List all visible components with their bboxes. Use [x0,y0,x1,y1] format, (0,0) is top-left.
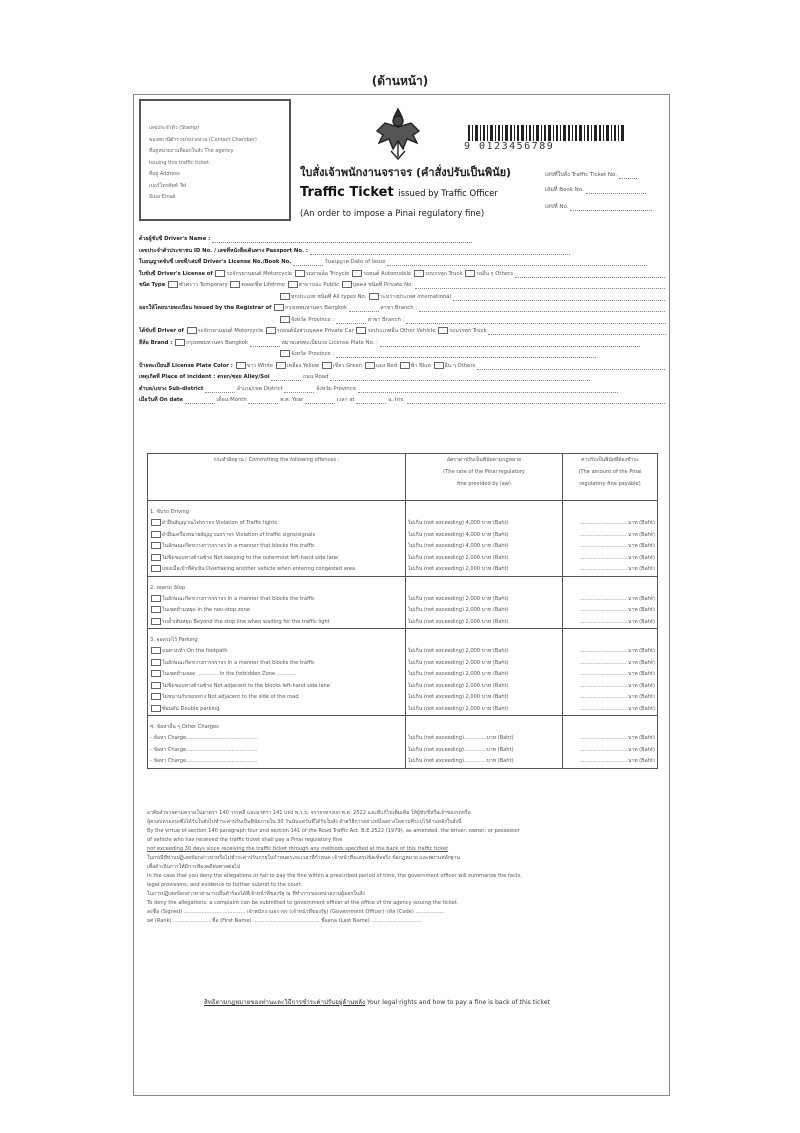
amount-field[interactable]: ..............................บาท (Baht) [579,618,655,625]
amount-field[interactable]: ..............................บาท (Baht) [579,746,655,753]
legal-line: of vehicle who has received the traffic ticket shall pay a Pinai regulatory fine [147,837,343,843]
legal-line: legal provisions, and evidence to further submit to the court. [147,882,303,888]
spacer [565,635,655,646]
amount-field[interactable]: ..............................บาท (Baht) [579,758,655,764]
no-text: เลขที่ No. [545,204,569,210]
amount-field[interactable]: ..............................บาท (Baht) [579,554,655,561]
checkbox[interactable] [434,362,444,369]
amount-field[interactable]: ..............................บาท (Baht) [579,735,655,741]
number-label [545,203,652,211]
checkbox-label: ชั่วคราว Temporary [179,282,228,288]
checkbox-label: เหลือง Yellow [286,362,320,369]
spacer [408,583,560,594]
agency-line: ของสถานีตำรวจ/หน่วยงาน (Contact Chamber) [149,136,257,143]
offence-group-title: 3. จอดรถไว้ Parking [150,637,198,643]
header-line: fine provided by law) [457,481,511,487]
legal-line: เพื่อดำเนินการให้มีการฟ้องคดีต่อศาลต่อไป [147,864,241,870]
offence-rate: ไม่เกิน (not exceeding) 2,000 บาท (Baht) [408,705,509,712]
form-row [139,293,666,305]
table-header-row [148,454,658,501]
offence-checkbox[interactable] [151,693,161,700]
table-row [148,501,658,577]
legal-line: ยศ (Rank) ....................... ชื่อ (First Name) ......................................... ชื่อสกุล (Last Name) ............................... [147,918,422,924]
field-label: ชนิด Type [139,282,166,288]
amount-field[interactable]: ..............................บาท (Baht) [579,705,655,712]
offence-text: ไม่ชิดขอบทางด้านซ้าย Not adjacent to the blocks left-hand side lane [162,682,330,689]
offence-text: รถล้ำเส้นหยุด Beyond the stop line when waiting for the traffic light [162,618,330,625]
agency-line: อีเมล Email [149,194,176,200]
offence-item [150,704,403,716]
traffic-ticket-form [133,94,670,1096]
amount-field[interactable]: ..............................บาท (Baht) [579,659,655,666]
field-label: ด้วยผู้ขับขี่ Driver's Name : [139,236,211,242]
table-row [148,716,658,769]
legal-line: By the virtue of section 140 paragraph four and section 141 of the Road Traffic Act, B.E.2522 (1979), as amended, the driver, owner, or possessor [147,828,520,834]
offence-text: ไม่ชิดขอบทางด้านซ้าย Not keeping to the outermost left-hand side lane [162,554,339,561]
amount-cell [563,576,658,629]
offence-rate: ไม่เกิน (not exceeding) 2,000 บาท (Baht) [408,618,509,625]
checkbox[interactable] [266,327,276,334]
form-row [139,373,666,385]
legal-line: ในกรณีที่ท่านปฏิเสธข้อกล่าวหาหรือไม่ชำระค่าปรับภายในกำหนดระยะเวลาที่กำหนด เจ้าหน้าที่จะสรุปข้อเท็จจริง ข้อกฎหมาย และพยานหลักฐาน [147,855,460,861]
checkbox-label: รถยนต์นั่งส่วนบุคคล Private Car [276,328,354,334]
amount-field[interactable]: ..............................บาท (Baht) [579,682,655,689]
offence-item [150,541,403,553]
checkbox[interactable] [288,281,298,288]
offence-checkbox[interactable] [151,705,161,712]
fill-in-field[interactable] [387,265,647,266]
offence-rate: ไม่เกิน (not exceeding) 2,000 บาท (Baht) [408,659,509,666]
offence-item [150,564,403,576]
fill-in-field[interactable] [248,403,278,404]
offence-checkbox[interactable] [151,554,161,561]
checkbox-label: ตลอดชีพ Lifetime [241,282,285,288]
ticket-number-label [545,171,637,179]
form-row [139,385,666,397]
form-row [139,304,666,316]
spacer [565,583,655,594]
field-label: ยี่ห้อ Brand : [139,339,173,346]
rate-cell [406,501,563,577]
form-row [139,362,666,374]
offence-item [150,617,403,629]
offence-item [150,681,403,693]
field-label: เดือน Month [216,397,247,403]
checkbox-label: รถสามล้อ Tricycle [305,270,350,277]
offence-text: - ข้อหา Charge............................................ [150,735,258,741]
header-line: อัตราค่าปรับเป็นพินัยตามกฎหมาย [446,457,522,463]
legal-line: ผู้ครอบครองรถซึ่งได้รับใบสั่งไปชำระค่าปรับเป็นพินัยภายใน 30 วันนับแต่วันที่ได้รับใบสั่ง ด้วยวิธีการอย่างหนึ่งอย่างใดตามที่ระบุไว้ด้านหลังใบสั่งนี้ [147,819,462,825]
spacer [565,722,655,733]
offence-checkbox[interactable] [151,565,161,572]
checkbox-label: สาธารณะ Public [298,282,340,288]
checkbox-label: รถอื่น ๆ Others [476,270,513,277]
form-row [139,281,666,293]
offence-rate: ไม่เกิน (not exceeding) 2,000 บาท (Baht) [408,607,509,613]
fill-in-field[interactable] [515,277,666,278]
field-label: ถนน Road [302,374,329,380]
offence-rate: ไม่เกิน (not exceeding) 2,000 บาท (Baht) [408,671,509,677]
offence-rate: ไม่เกิน (not exceeding)..............บาท (Baht) [408,746,514,753]
checkbox[interactable] [414,270,424,277]
offence-text: ในเขตห้ามหยุด In the non-stop zone [162,607,250,613]
header-line: regulatory fine payable) [579,481,641,487]
checkbox-label: กรุงเทพมหานคร Bangkok [285,305,348,311]
form-row [139,339,666,351]
offence-group-title: 2. หยุดรถ Stop [150,584,186,591]
offence-rate: ไม่เกิน (not exceeding) 4,000 บาท (Baht) [408,531,509,538]
form-row [139,235,666,247]
checkbox-label: จังหวัด Province : [291,351,335,357]
offence-item [150,745,403,757]
checkbox[interactable] [230,281,240,288]
checkbox[interactable] [369,293,379,300]
field-label: อำเภอ/เขต District [236,385,283,392]
amount-field[interactable]: ..............................บาท (Baht) [579,607,655,613]
fill-in-field[interactable] [205,392,235,393]
offence-text: แซงเมื่อเข้าที่คับขัน Overtaking another vehicle when entering congested area [162,566,356,572]
checkbox[interactable] [187,327,197,334]
fill-in-field[interactable] [358,392,618,393]
agency-stamp-box [139,99,291,221]
checkbox-label: บุคคล ชนิดที่ Private No. [352,282,413,288]
offence-text: ฝ่าฝืนสัญญาณไฟจราจร Violation of Traffic lights [162,520,277,526]
rate-cell [406,576,563,629]
book-number-label [545,186,646,194]
table-row [148,629,658,716]
spacer [408,507,560,518]
spacer [408,722,560,733]
fill-in-field[interactable] [310,254,570,255]
offence-cell [148,501,406,577]
legal-line: To deny the allegations, a complaint can be submitted to government officer at the office of the agency issuing the ticket. [147,900,459,906]
fill-in-field[interactable] [415,288,666,289]
offence-rate: ไม่เกิน (not exceeding) 4,000 บาท (Baht) [408,520,509,526]
header-line: (The amount of the Pinai [578,469,642,475]
fill-in-field[interactable] [406,323,666,324]
offence-item [150,530,403,542]
field-label: เวลา at [336,397,355,403]
offences-table [147,453,658,769]
title-thai: ใบสั่งเจ้าพนักงานจราจร (คำสั่งปรับเป็นพินัย) [300,166,512,179]
checkbox[interactable] [365,362,375,369]
barcode-digits: 9 0123456789 [464,141,634,152]
offence-rate: ไม่เกิน (not exceeding) 2,000 บาท (Baht) [408,566,509,572]
legal-line: ลงชื่อ (Signed) ...................................... เจ้าพนักงานจราจร (เจ้าหน้าที่ของรัฐ) (Government Officer) รหัส (Code) .................. [147,909,445,915]
rights-thai: สิทธิตามกฎหมายของท่านและวิธีการชำระค่าปรับอยู่ด้านหลัง [204,999,366,1006]
offence-text: ในลักษณะกีดขวางการจราจร In a manner that blocks the traffic [162,595,315,602]
offence-checkbox[interactable] [151,618,161,625]
fill-in-field[interactable] [349,311,379,312]
offence-item [150,594,403,606]
field-label: เลขประจำตัวประชาชน ID No. / เลขที่หนังสือเดินทาง Passport No. : [139,247,308,254]
amount-field[interactable]: ..............................บาท (Baht) [579,531,655,538]
offence-item [150,646,403,658]
checkbox[interactable] [438,327,448,334]
checkbox[interactable] [322,362,332,369]
agency-line: ที่อยู่หน่วยงานที่ออกใบสั่ง The agency [149,148,234,154]
checkbox-label: รถประเภทอื่น Other Vehicle [367,328,436,334]
amount-field[interactable]: ..............................บาท (Baht) [579,694,655,700]
offence-checkbox[interactable] [151,542,161,549]
header-amount [563,454,658,501]
amount-field[interactable]: ..............................บาท (Baht) [579,566,655,572]
offence-checkbox[interactable] [151,682,161,689]
offence-group-title: 1. ขับรถ Driving [150,509,189,515]
checkbox-label: รถจักรยานยนต์ Motorcycle [197,328,264,334]
offence-group-title: 4. ข้อหาอื่น ๆ Other Charges [150,724,219,730]
field-label: ใบขับขี่ Driver's License of [139,270,213,277]
checkbox-label: ฟ้า Blue [410,362,431,369]
legal-rights-note [204,997,550,1007]
fill-in-field[interactable] [380,346,640,347]
offence-item [150,669,403,681]
checkbox-label: ระหว่างประเทศ International [380,293,452,300]
form-row [139,327,666,339]
amount-cell [563,716,658,769]
offence-checkbox[interactable] [151,606,161,613]
fill-in-field[interactable] [185,403,215,404]
form-row [139,270,666,282]
amount-field[interactable]: ..............................บาท (Baht) [579,595,655,602]
header-offences [148,454,406,501]
offence-checkbox[interactable] [151,531,161,538]
checkbox[interactable] [400,362,410,369]
offence-checkbox[interactable] [151,647,161,654]
checkbox[interactable] [280,293,290,300]
checkbox[interactable] [352,270,362,277]
checkbox-label: อื่น ๆ Others [444,362,476,369]
legal-line: อาศัยอำนาจตามความในมาตรา 140 วรรคสี่ และมาตรา 141 แห่ง พ.ร.บ. จราจรทางบก พ.ศ. 2522 และที่แก้ไขเพิ่มเติม ให้ผู้ขับขี่หรือเจ้าของรถหรือ [147,810,471,816]
field-label: ตำบล/แขวง Sub-district [139,385,204,392]
checkbox[interactable] [215,270,225,277]
offence-item [150,692,403,704]
checkbox-label: กรุงเทพมหานคร Bangkok [186,339,248,346]
offence-item [150,733,403,745]
title-english [300,185,498,200]
amount-field[interactable]: ..............................บาท (Baht) [579,543,655,549]
offence-rate: ไม่เกิน (not exceeding) 2,000 บาท (Baht) [408,694,509,700]
garuda-emblem-icon [373,105,423,161]
field-label: ออกให้โดยนายทะเบียน Issued by the Registrar of [139,305,272,311]
offence-text: ฝ่าฝืนเครื่องหมายสัญญาณจราจร Violation of traffic signs/signals [162,531,316,538]
fill-in-field[interactable] [419,311,666,312]
offence-checkbox[interactable] [151,659,161,666]
rights-english: Your legal rights and how to pay a fine is back of this ticket [367,999,551,1006]
offence-rate: ไม่เกิน (not exceeding)..............บาท (Baht) [408,735,514,741]
amount-cell [563,629,658,716]
field-label: ใบอนุญาตขับขี่ เลขที่/เล่มที่ Driver's License No./Book No. [139,259,292,265]
form-row [139,258,666,270]
field-label: เมื่อวันที่ On date [139,397,184,403]
field-label: เหตุเกิดที่ Place of incident : ตรอก/ซอย Alley/Soi [139,374,270,380]
checkbox-label: จังหวัด Province : [291,316,335,323]
header-line: ค่าปรับเป็นพินัยที่ต้องชำระ [581,457,639,463]
fill-in-field[interactable] [305,403,335,404]
offence-text: ไม่ขนานกับขอบทาง Not adjacent to the side of the road [162,694,299,700]
side-label: (ด้านหน้า) [371,74,429,88]
agency-line: เลขประจำตัว (Stamp) [149,125,200,131]
offence-checkbox[interactable] [151,519,161,526]
agency-line: ที่อยู่ Address [149,171,180,177]
driver-details-section [139,235,666,408]
offence-item [150,553,403,565]
fill-in-field[interactable] [407,403,666,404]
amount-field[interactable]: ..............................บาท (Baht) [579,671,655,677]
rate-cell [406,716,563,769]
legal-notice [147,809,658,926]
field-label: วันอนุญาต Date of Issue [324,259,386,265]
header-rate [406,454,563,501]
offence-cell [148,716,406,769]
checkbox[interactable] [280,316,290,323]
fill-in-field[interactable] [336,323,366,324]
form-row [139,396,666,408]
offence-text: - ข้อหา Charge............................................ [150,758,258,764]
book-no-text: เล่มที่ Book No. [545,187,584,193]
field-label: น. hrs. [388,397,405,403]
title-suffix: issued by Traffic Officer [398,189,498,199]
fill-in-field[interactable] [356,403,386,404]
agency-line: issuing this traffic ticket [149,159,209,166]
offence-rate: ไม่เกิน (not exceeding) 2,000 บาท (Baht) [408,554,509,561]
checkbox[interactable] [168,281,178,288]
checkbox-label: รถยนต์ Automobile [363,270,412,277]
ticket-no-text: เลขที่ใบสั่ง Traffic Ticket No. [545,172,618,178]
agency-line: เบอร์โทรศัพท์ Tel [149,182,187,189]
legal-line: In the case that you deny the allegations or fail to pay the fine within a prescribed period of time, the government officer will summarize the facts, [147,873,523,879]
header-line: กระทำผิดฐาน / Committing the following offences : [213,457,340,463]
offence-checkbox[interactable] [151,670,161,677]
amount-field[interactable]: ..............................บาท (Baht) [579,520,655,526]
field-label: สาขา Branch : [367,316,405,323]
fill-in-field[interactable] [336,357,596,358]
fill-in-field[interactable] [477,369,666,370]
offence-cell [148,576,406,629]
checkbox-label: รถบรรทุก Truck [424,270,463,277]
offence-cell [148,629,406,716]
offence-item [150,605,403,617]
checkbox[interactable] [276,362,286,369]
offence-text: ในลักษณะกีดขวางการจราจร In a manner that blocks the traffic [162,659,315,666]
offence-item [150,658,403,670]
amount-field[interactable]: ..............................บาท (Baht) [579,648,655,654]
legal-line: ในการปฏิเสธข้อกล่าวหาสามารถยื่นคำร้องได้ที่เจ้าหน้าที่ของรัฐ ณ ที่ทำการของหน่วยงานผู้ออกใบสั่ง [147,891,365,897]
field-label: พ.ศ. Year [280,397,304,403]
checkbox[interactable] [175,339,185,346]
title-main: Traffic Ticket [300,185,394,200]
header-line: (The rate of the Pinai regulatory [443,469,525,475]
checkbox[interactable] [280,350,290,357]
checkbox[interactable] [356,327,366,334]
fill-in-field[interactable] [284,392,314,393]
offence-rate: ไม่เกิน (not exceeding) 4,000 บาท (Baht) [408,543,509,549]
offence-item [150,756,403,768]
fill-in-field[interactable] [250,346,280,347]
checkbox[interactable] [236,362,246,369]
form-row [139,350,666,362]
offence-rate: ไม่เกิน (not exceeding)..............บาท (Baht) [408,758,514,764]
offence-text: - ข้อหา Charge............................................ [150,746,258,753]
amount-cell [563,501,658,577]
table-row [148,576,658,629]
checkbox[interactable] [274,304,284,311]
offence-text: ในลักษณะกีดขวางการจราจร In a manner that blocks the traffic [162,543,315,549]
offence-text: บนทางเท้า On the footpath [162,648,228,654]
offence-rate: ไม่เกิน (not exceeding) 2,000 บาท (Baht) [408,682,509,689]
fill-in-field[interactable] [271,380,301,381]
offence-item [150,518,403,530]
checkbox[interactable] [465,270,475,277]
offence-text: ในเขตห้ามจอด ............. In the forbidden Zone ............ [162,671,297,677]
field-label: ได้ขับขี่ Driver of [139,328,184,334]
checkbox-label: รถบรรทุก Truck [449,328,487,334]
spacer [408,635,560,646]
subtitle: (An order to impose a Pinai regulatory fine) [300,209,485,219]
rate-cell [406,629,563,716]
fill-in-field[interactable] [293,265,323,266]
spacer [565,507,655,518]
checkbox-label: รถจักรยานยนต์ Motorcycle [226,270,293,277]
field-label: หมายเลขทะเบียนรถ License Plate No. : [281,339,378,346]
field-label: ป้ายทะเบียนสี License Plate Color : [139,362,233,369]
offence-checkbox[interactable] [151,595,161,602]
fill-in-field[interactable] [212,242,472,243]
offence-text: ซ้อนคัน Double parking [162,705,220,712]
checkbox-label: แดง Red [375,362,397,369]
legal-line: not exceeding 30 days since receiving the traffic ticket through any methods specified at the back of this traffic ticket [147,846,449,852]
field-label: จังหวัด Province [316,385,356,392]
checkbox-label: ทุกประเภท ชนิดที่ All types No. [291,293,367,300]
checkbox-label: ขาว White [246,362,274,369]
offence-rate: ไม่เกิน (not exceeding) 2,000 บาท (Baht) [408,595,509,602]
checkbox[interactable] [342,281,352,288]
form-row [139,316,666,328]
fill-in-field[interactable] [488,334,666,335]
checkbox-label: เขียว Green [332,362,363,369]
checkbox[interactable] [295,270,305,277]
fill-in-field[interactable] [330,380,590,381]
form-row [139,247,666,259]
offence-rate: ไม่เกิน (not exceeding) 2,000 บาท (Baht) [408,648,509,654]
field-label: สาขา Branch : [380,305,418,311]
fill-in-field[interactable] [453,300,666,301]
